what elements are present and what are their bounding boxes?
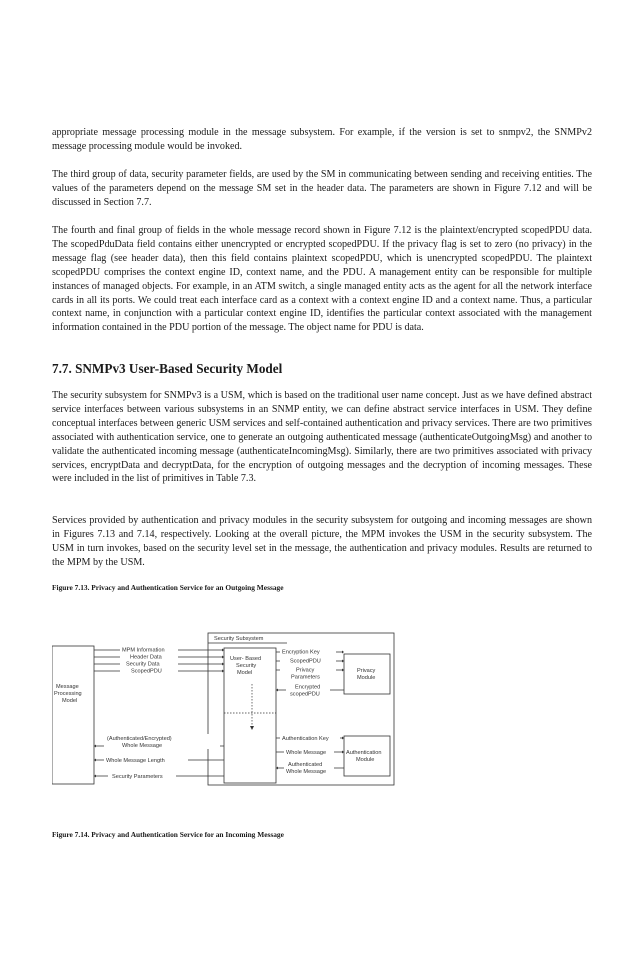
auth-whole-message-label: Whole Message bbox=[286, 750, 327, 756]
security-data-label: Security Data bbox=[126, 661, 160, 668]
auth-module-label-1: Authentication bbox=[346, 750, 382, 756]
mpm-label-2: Processing bbox=[54, 691, 82, 697]
privacy-label: Privacy bbox=[296, 667, 315, 674]
auth-module-box bbox=[344, 736, 390, 776]
privacy-module-label-2: Module bbox=[357, 675, 376, 681]
section-heading: 7.7. SNMPv3 User-Based Security Model bbox=[52, 361, 283, 376]
usm-label-2: Security bbox=[236, 663, 257, 669]
security-subsystem-diagram bbox=[52, 626, 432, 796]
figure-caption-7-13: Figure 7.13. Privacy and Authentication Service for an Outgoing Message bbox=[52, 583, 284, 592]
usm-label-3: Model bbox=[237, 670, 253, 676]
mpm-information-label: MPM Information bbox=[122, 647, 165, 654]
paragraph-4: The security subsystem for SNMPv3 is a USM, which is based on the traditional user name concept. Just as we have defined abstract service interfaces between various subsystems in an SNMP entity, we can define abstract service interfaces in USM. They define conceptual interfaces between generic USM services and self-contained authentication and privacy services. There are two primitives associated with authentication service, one to generate an outgoing authenticated message (authenticateOutgoingMsg) and another to validate the authenticated incoming message (authenticateIncomingMsg). Similarly, there are two primitives associated with privacy services, encryptData and decryptData, for the encryption of outgoing messages and the decryption of incoming messages. These were included in the list of primitives in Table 7.3. bbox=[52, 390, 592, 485]
figure-caption-7-14: Figure 7.14. Privacy and Authentication Service for an Incoming Message bbox=[52, 830, 284, 839]
privacy-scoped-pdu-label: ScopedPDU bbox=[290, 658, 321, 665]
mpm-box bbox=[52, 646, 94, 784]
paragraph-1: appropriate message processing module in the message subsystem. For example, if the version is set to snmpv2, the SNMPv2 message processing module would be invoked. bbox=[52, 127, 592, 152]
paragraph-3: The fourth and final group of fields in the whole message record shown in Figure 7.12 is the plaintext/encrypted scopedPDU data. The scopedPduData field contains either unencrypted or encrypted scopedPDU. If the privacy flag is set to zero (no privacy) in the message flag (see header data), then this field contains plaintext scopedPDU, which is unencrypted scopedPDU. The plaintext scopedPDU comprises the context engine ID, context name, and the PDU. A management entity can be responsible for multiple instances of managed objects. For example, in an ATM switch, a single managed entity acts as the agent for all the network interface cards in all its ports. We could treat each interface card as a context with a context engine ID and a context name. Thus, a particular context name, in conjunction with a particular context engine ID, identifies the particular context associated with the management information contained in the PDU portion of the message. The object name for PDU is data. bbox=[52, 225, 592, 334]
paragraph-2: The third group of data, security parameter fields, are used by the SM in communicating between sending and receiving entities. The values of the parameters depend on the message SM set in the header data. The parameters are shown in Figure 7.12 and will be discussed in Section 7.7. bbox=[52, 169, 592, 208]
authenticated-label: Authenticated bbox=[288, 762, 323, 768]
paragraph-5: Services provided by authentication and privacy modules in the security subsystem for outgoing and incoming messages are shown in Figures 7.13 and 7.14, respectively. Looking at the overall picture, the MPM invokes the USM in the security subsystem. The USM in turn invokes, based on the security level set in the message, the authentication and privacy modules. Results are returned to the MPM by the USM. bbox=[52, 515, 592, 568]
usm-label-1: User- Based bbox=[230, 656, 262, 662]
whole-message-return-label: Whole Message bbox=[122, 743, 163, 749]
security-parameters-label: Security Parameters bbox=[112, 774, 163, 780]
auth-module-label-2: Module bbox=[356, 757, 375, 763]
mpm-label-3: Model bbox=[62, 698, 78, 704]
figure-7-13-diagram bbox=[52, 626, 432, 796]
security-subsystem-label: Security Subsystem bbox=[214, 636, 264, 642]
whole-message-length-label: Whole Message Length bbox=[106, 758, 165, 764]
authentication-key-label: Authentication Key bbox=[282, 736, 329, 742]
authenticated-whole-message-label: Whole Message bbox=[286, 769, 327, 775]
encrypted-label: Encrypted bbox=[295, 684, 321, 691]
privacy-module-label-1: Privacy bbox=[357, 668, 376, 674]
encrypted-scoped-pdu-label: scopedPDU bbox=[290, 691, 320, 698]
header-data-label: Header Data bbox=[130, 654, 162, 661]
encryption-key-label: Encryption Key bbox=[282, 649, 320, 656]
privacy-module-box bbox=[344, 654, 390, 694]
privacy-parameters-label: Parameters bbox=[291, 674, 320, 681]
mpm-label-1: Message bbox=[56, 684, 79, 690]
scoped-pdu-label: ScopedPDU bbox=[131, 668, 162, 675]
authenticated-encrypted-label: (Authenticated/Encrypted) bbox=[107, 736, 172, 742]
